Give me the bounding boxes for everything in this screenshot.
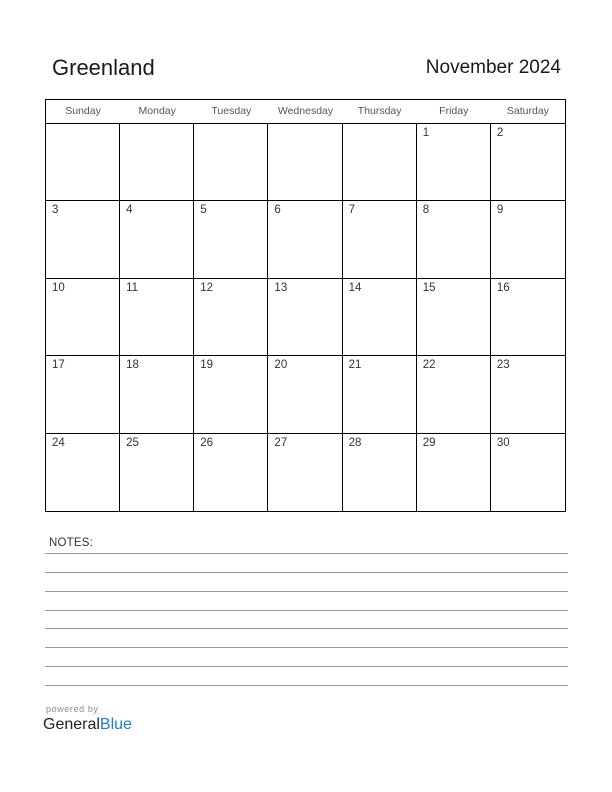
day-cell (491, 356, 565, 432)
day-cell (343, 279, 417, 355)
week-row (46, 124, 565, 201)
note-line (45, 572, 568, 573)
note-line (45, 666, 568, 667)
day-number: 16 (496, 281, 510, 294)
note-line (45, 553, 568, 554)
day-cell (194, 356, 268, 432)
day-number: 24 (52, 436, 65, 449)
week-row (46, 434, 565, 511)
day-cell (268, 356, 342, 432)
day-cell (343, 124, 417, 200)
week-row (46, 356, 565, 433)
day-cell (491, 434, 565, 511)
day-number: 26 (200, 436, 214, 449)
day-cell (343, 201, 417, 277)
notes-label: NOTES: (49, 537, 94, 549)
day-cell (491, 279, 565, 355)
day-number: 19 (200, 359, 214, 372)
weekday-label: Monday (138, 105, 176, 117)
weekday-label: Saturday (506, 105, 549, 117)
day-cell (268, 201, 342, 277)
day-cell (194, 201, 268, 277)
day-cell (46, 279, 120, 355)
day-cell (417, 434, 491, 511)
day-cell (417, 279, 491, 355)
day-cell (120, 124, 194, 200)
day-cell (194, 434, 268, 511)
weekday-label: Tuesday (211, 105, 252, 117)
week-row (46, 201, 565, 278)
day-cell (46, 434, 120, 511)
brand-logo-part2: Blue (99, 716, 132, 733)
day-number: 5 (200, 204, 207, 217)
day-number: 22 (422, 359, 436, 372)
day-number: 21 (348, 359, 362, 372)
day-number: 4 (126, 204, 133, 217)
day-cell (194, 279, 268, 355)
brand-logo-part1: General (43, 716, 100, 733)
day-cell (417, 124, 491, 200)
brand-logo (43, 716, 132, 734)
day-cell (46, 124, 120, 200)
day-cell (194, 124, 268, 200)
day-cell (120, 434, 194, 511)
weekday-label: Sunday (65, 105, 101, 117)
day-cell (343, 434, 417, 511)
day-cell (120, 356, 194, 432)
day-cell (417, 201, 491, 277)
day-number: 28 (348, 436, 362, 449)
day-cell (417, 356, 491, 432)
day-number: 3 (52, 204, 59, 217)
weekday-header-row (46, 100, 565, 124)
day-number: 27 (274, 436, 288, 449)
day-number: 11 (126, 281, 139, 294)
week-row (46, 279, 565, 356)
day-cell (343, 356, 417, 432)
day-number: 12 (200, 281, 214, 294)
day-cell (120, 201, 194, 277)
day-number: 13 (274, 281, 288, 294)
day-number: 30 (496, 436, 510, 449)
day-cell (268, 434, 342, 511)
day-number: 1 (422, 127, 430, 139)
day-cell (268, 279, 342, 355)
weekday-label: Friday (439, 105, 469, 117)
note-line (45, 591, 568, 592)
note-line (45, 628, 568, 629)
powered-by-text: powered by (46, 704, 99, 714)
weekday-label: Thursday (357, 105, 402, 117)
region-title: Greenland (52, 55, 155, 80)
day-number: 9 (496, 204, 504, 217)
day-number: 25 (126, 436, 139, 449)
day-number: 17 (52, 359, 65, 372)
day-number: 10 (52, 281, 65, 294)
day-cell (268, 124, 342, 200)
day-cell (120, 279, 194, 355)
day-cell (491, 201, 565, 277)
day-number: 7 (348, 204, 355, 217)
weekday-label: Wednesday (277, 105, 334, 117)
note-line (45, 647, 568, 648)
day-number: 23 (496, 359, 510, 372)
day-cell (491, 124, 565, 200)
day-number: 29 (422, 436, 436, 449)
day-number: 15 (422, 281, 436, 294)
calendar-weeks (46, 124, 565, 511)
day-number: 6 (274, 204, 281, 217)
day-number: 8 (422, 204, 430, 217)
calendar-grid (45, 99, 566, 512)
day-cell (46, 356, 120, 432)
day-number: 2 (496, 127, 504, 139)
day-cell (46, 201, 120, 277)
day-number: 20 (274, 359, 288, 372)
day-number: 14 (348, 281, 362, 294)
month-title: November 2024 (425, 57, 561, 78)
note-line (45, 610, 568, 611)
day-number: 18 (126, 359, 139, 372)
note-line (45, 685, 568, 686)
